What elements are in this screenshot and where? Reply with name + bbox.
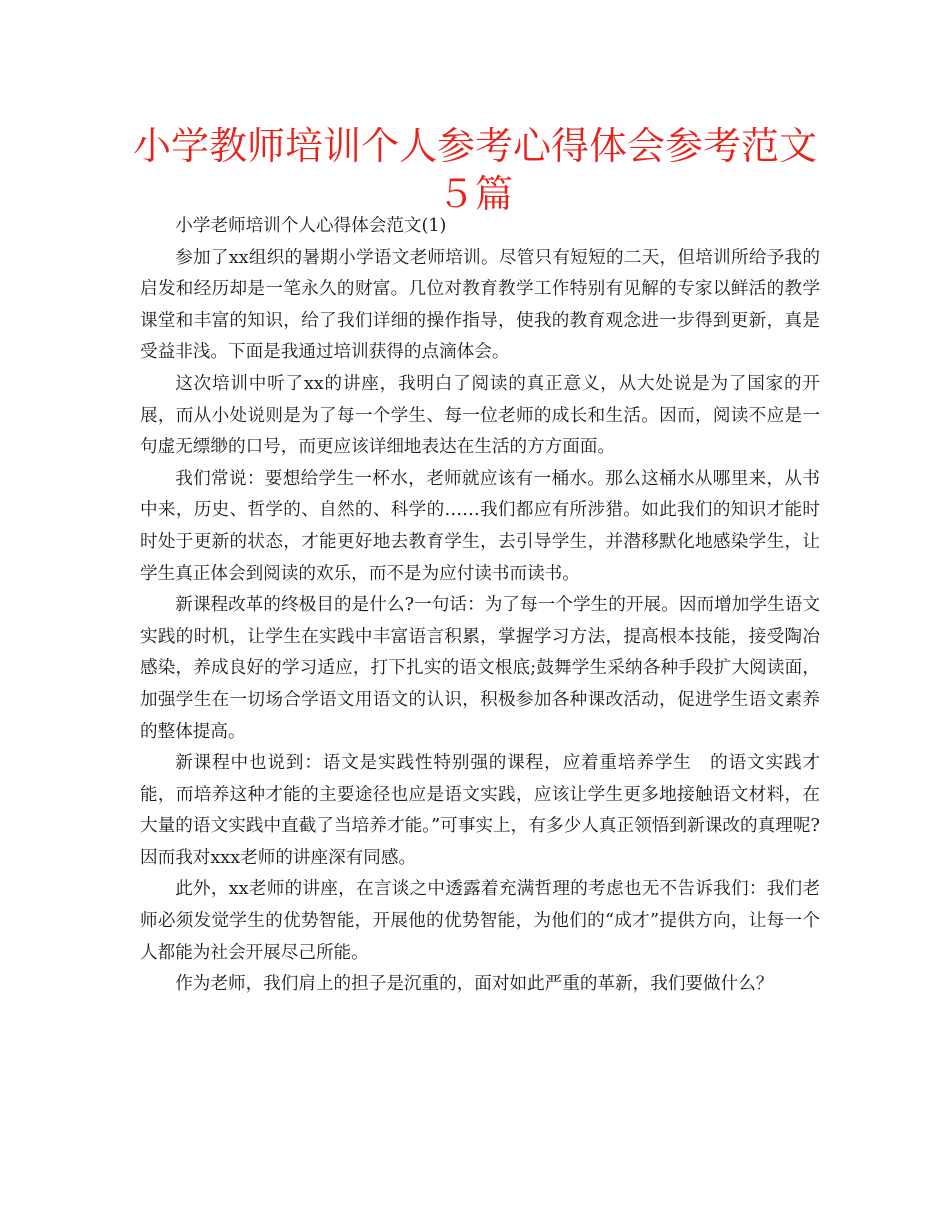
paragraph: 此外，xx老师的讲座，在言谈之中透露着充满哲理的考虑也无不告诉我们：我们老师必须发觉学生的优势智能，开展他的优势智能，为他们的“成才”提供方向，让每一个人都能为社会开展尽己所能。: [140, 879, 820, 963]
paragraph-heading: 小学老师培训个人心得体会范文(1): [175, 216, 447, 236]
paragraph: 新课程改革的终极目的是什么?一句话：为了每一个学生的开展。因而增加学生语文实践的时机，让学生在实践中丰富语言积累，掌握学习方法，提高根本技能，接受陶冶感染，养成良好的学习适应，打下扎实的语文根底;鼓舞学生采纳各种手段扩大阅读面，加强学生在一切场合学语文用语文的认识，积极参加各种课改活动，促进学生语文素养的整体提高。: [140, 595, 820, 742]
paragraph: 我们常说：要想给学生一杯水，老师就应该有一桶水。那么这桶水从哪里来，从书中来，历史、哲学的、自然的、科学的……我们都应有所涉猎。如此我们的知识才能时时处于更新的状态，才能更好地去教育学生，去引导学生，并潜移默化地感染学生，让学生真正体会到阅读的欢乐，而不是为应付读书而读书。: [140, 468, 820, 584]
document-title: 小学教师培训个人参考心得体会参考范文５篇: [132, 124, 817, 216]
paragraph: 这次培训中听了xx的讲座，我明白了阅读的真正意义，从大处说是为了国家的开展，而从小处说则是为了每一个学生、每一位老师的成长和生活。因而，阅读不应是一句虚无缥缈的口号，而更应该详细地表达在生活的方方面面。: [140, 373, 820, 458]
paragraph: 作为老师，我们肩上的担子是沉重的，面对如此严重的革新，我们要做什么？: [175, 974, 774, 995]
paragraph: 参加了xx组织的暑期小学语文老师培训。尽管只有短短的二天，但培训所给予我的启发和经历却是一笔永久的财富。几位对教育教学工作特别有见解的专家以鲜活的教学课堂和丰富的知识，给了我们详细的操作指导，使我的教育观念进一步得到更新，真是受益非浅。下面是我通过培训获得的点滴体会。: [140, 247, 820, 363]
document-body: [140, 211, 820, 1001]
paragraph: 新课程中也说到：语文是实践性特别强的课程，应着重培养学生 的语文实践才能，而培养这种才能的主要途径也应是语文实践，应该让学生更多地接触语文材料，在大量的语文实践中直截了当培养才能。”可事实上，有多少人真正领悟到新课改的真理呢?因而我对xxx老师的讲座深有同感。: [140, 753, 820, 868]
